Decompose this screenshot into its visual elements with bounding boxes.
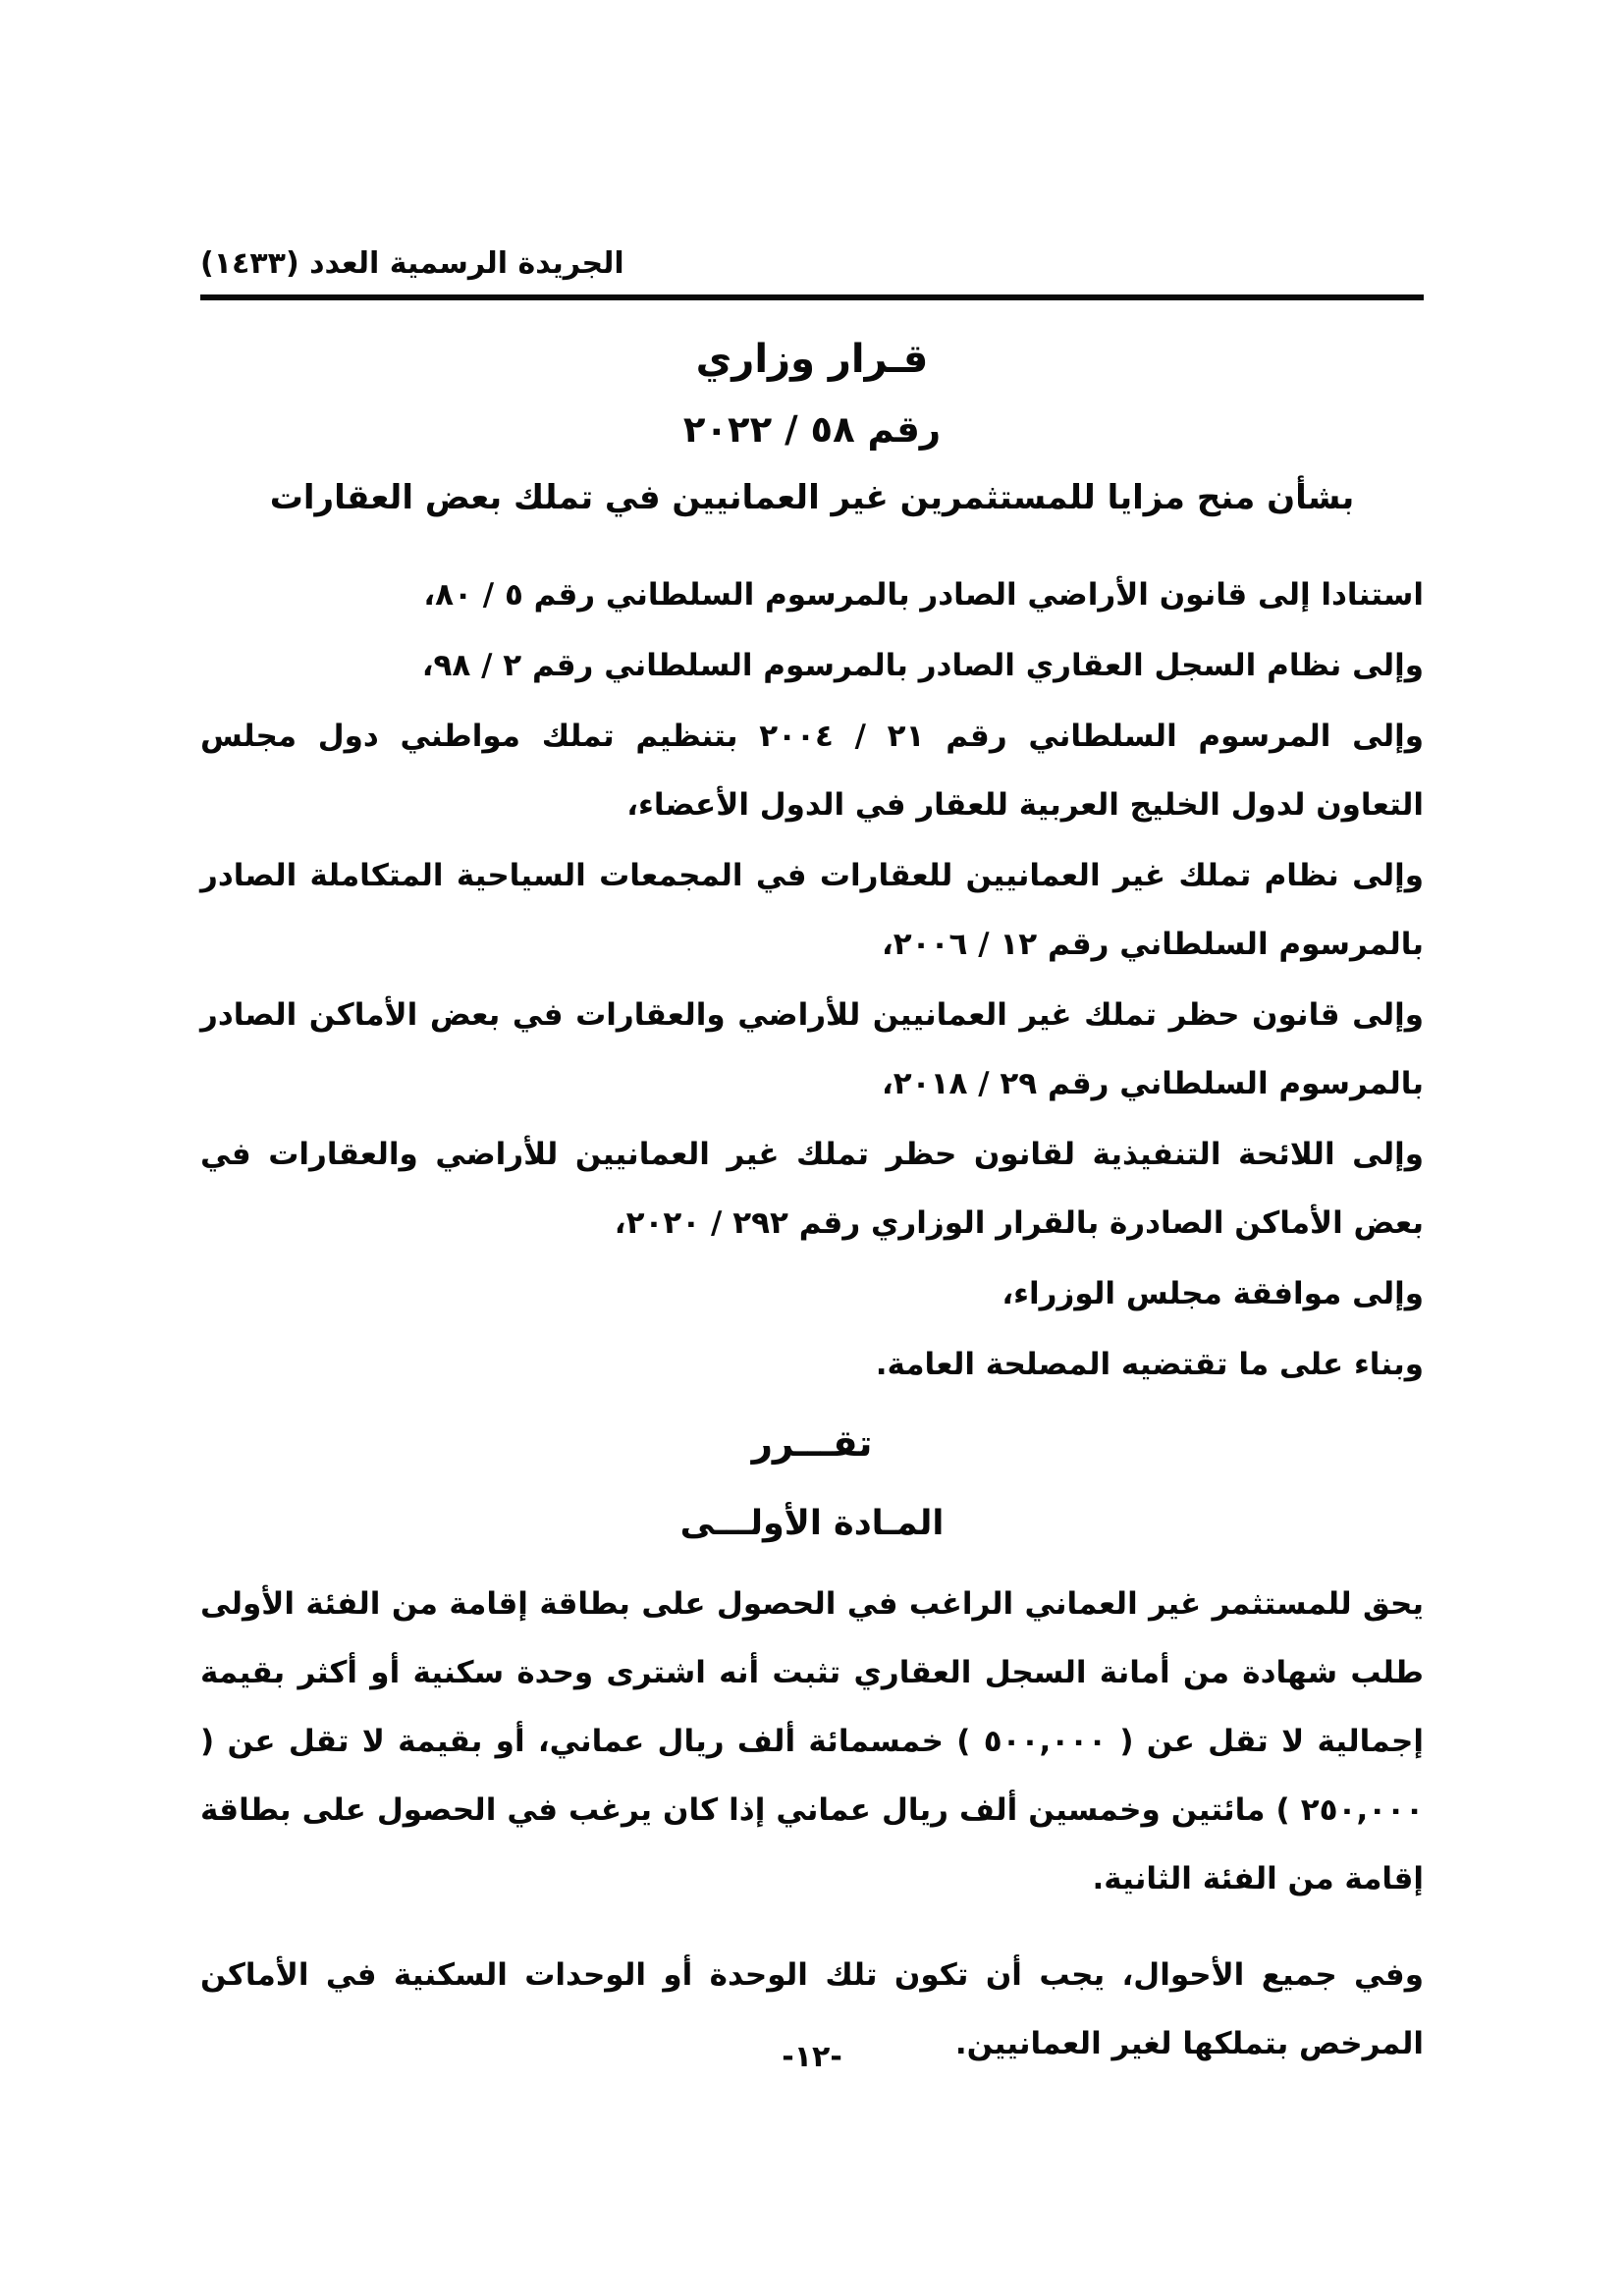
preamble-citation: وإلى موافقة مجلس الوزراء، <box>1001 1276 1424 1311</box>
preamble-section <box>200 561 1424 1399</box>
masthead-divider <box>200 294 1424 300</box>
gazette-masthead <box>200 0 1424 300</box>
article-paragraph: يحق للمستثمر غير العماني الراغب في الحصول على بطاقة إقامة من الفئة الأولى طلب شهادة من أمانة السجل العقاري تثبت أنه اشترى وحدة سكنية أو أكثر بقيمة إجمالية لا تقل عن ( ٥٠٠,٠٠٠ ) خمسمائة ألف ريال عماني، أو بقيمة لا تقل عن ( ٢٥٠,٠٠٠ ) مائتين وخمسين ألف ريال عماني إذا كان يرغب في الحصول على بطاقة إقامة من الفئة الثانية. <box>200 1586 1424 1896</box>
article-one-heading: المـادة الأولـــى <box>679 1504 945 1543</box>
article-one-body <box>200 1570 1424 2078</box>
preamble-citation: وإلى المرسوم السلطاني رقم ٢١ / ٢٠٠٤ بتنظيم تملك مواطني دول مجلس التعاون لدول الخليج العربية للعقار في الدول الأعضاء، <box>200 719 1424 823</box>
decree-title-block <box>200 336 1424 519</box>
preamble-citation: وإلى نظام تملك غير العمانيين للعقارات في المجمعات السياحية المتكاملة الصادر بالمرسوم السلطاني رقم ١٢ / ٢٠٠٦، <box>200 858 1424 962</box>
decree-subject: بشأن منح مزايا للمستثمرين غير العمانيين في تملك بعض العقارات <box>269 478 1355 517</box>
gazette-issue-label: الجريدة الرسمية العدد (١٤٣٣) <box>200 246 624 281</box>
preamble-citation: وإلى اللائحة التنفيذية لقانون حظر تملك غير العمانيين للأراضي والعقارات في بعض الأماكن الصادرة بالقرار الوزاري رقم ٢٩٢ / ٢٠٢٠، <box>200 1137 1424 1241</box>
page-content <box>200 0 1424 2106</box>
decree-type-title: قـرار وزاري <box>695 337 929 382</box>
article-paragraph: وفي جميع الأحوال، يجب أن تكون تلك الوحدة أو الوحدات السكنية في الأماكن المرخص بتملكها لغير العمانيين. <box>200 1957 1424 2061</box>
preamble-citation: وبناء على ما تقتضيه المصلحة العامة. <box>875 1347 1424 1382</box>
page-number: -١٢- <box>782 2040 842 2074</box>
preamble-citation: وإلى نظام السجل العقاري الصادر بالمرسوم السلطاني رقم ٢ / ٩٨، <box>421 648 1424 683</box>
preamble-citation: وإلى قانون حظر تملك غير العمانيين للأراضي والعقارات في بعض الأماكن الصادر بالمرسوم السلطاني رقم ٢٩ / ٢٠١٨، <box>200 997 1424 1101</box>
preamble-citation: استنادا إلى قانون الأراضي الصادر بالمرسوم السلطاني رقم ٥ / ٨٠، <box>423 577 1424 613</box>
decree-number: رقم ٥٨ / ٢٠٢٢ <box>682 408 942 451</box>
decision-heading: تقـــرر <box>751 1422 873 1465</box>
